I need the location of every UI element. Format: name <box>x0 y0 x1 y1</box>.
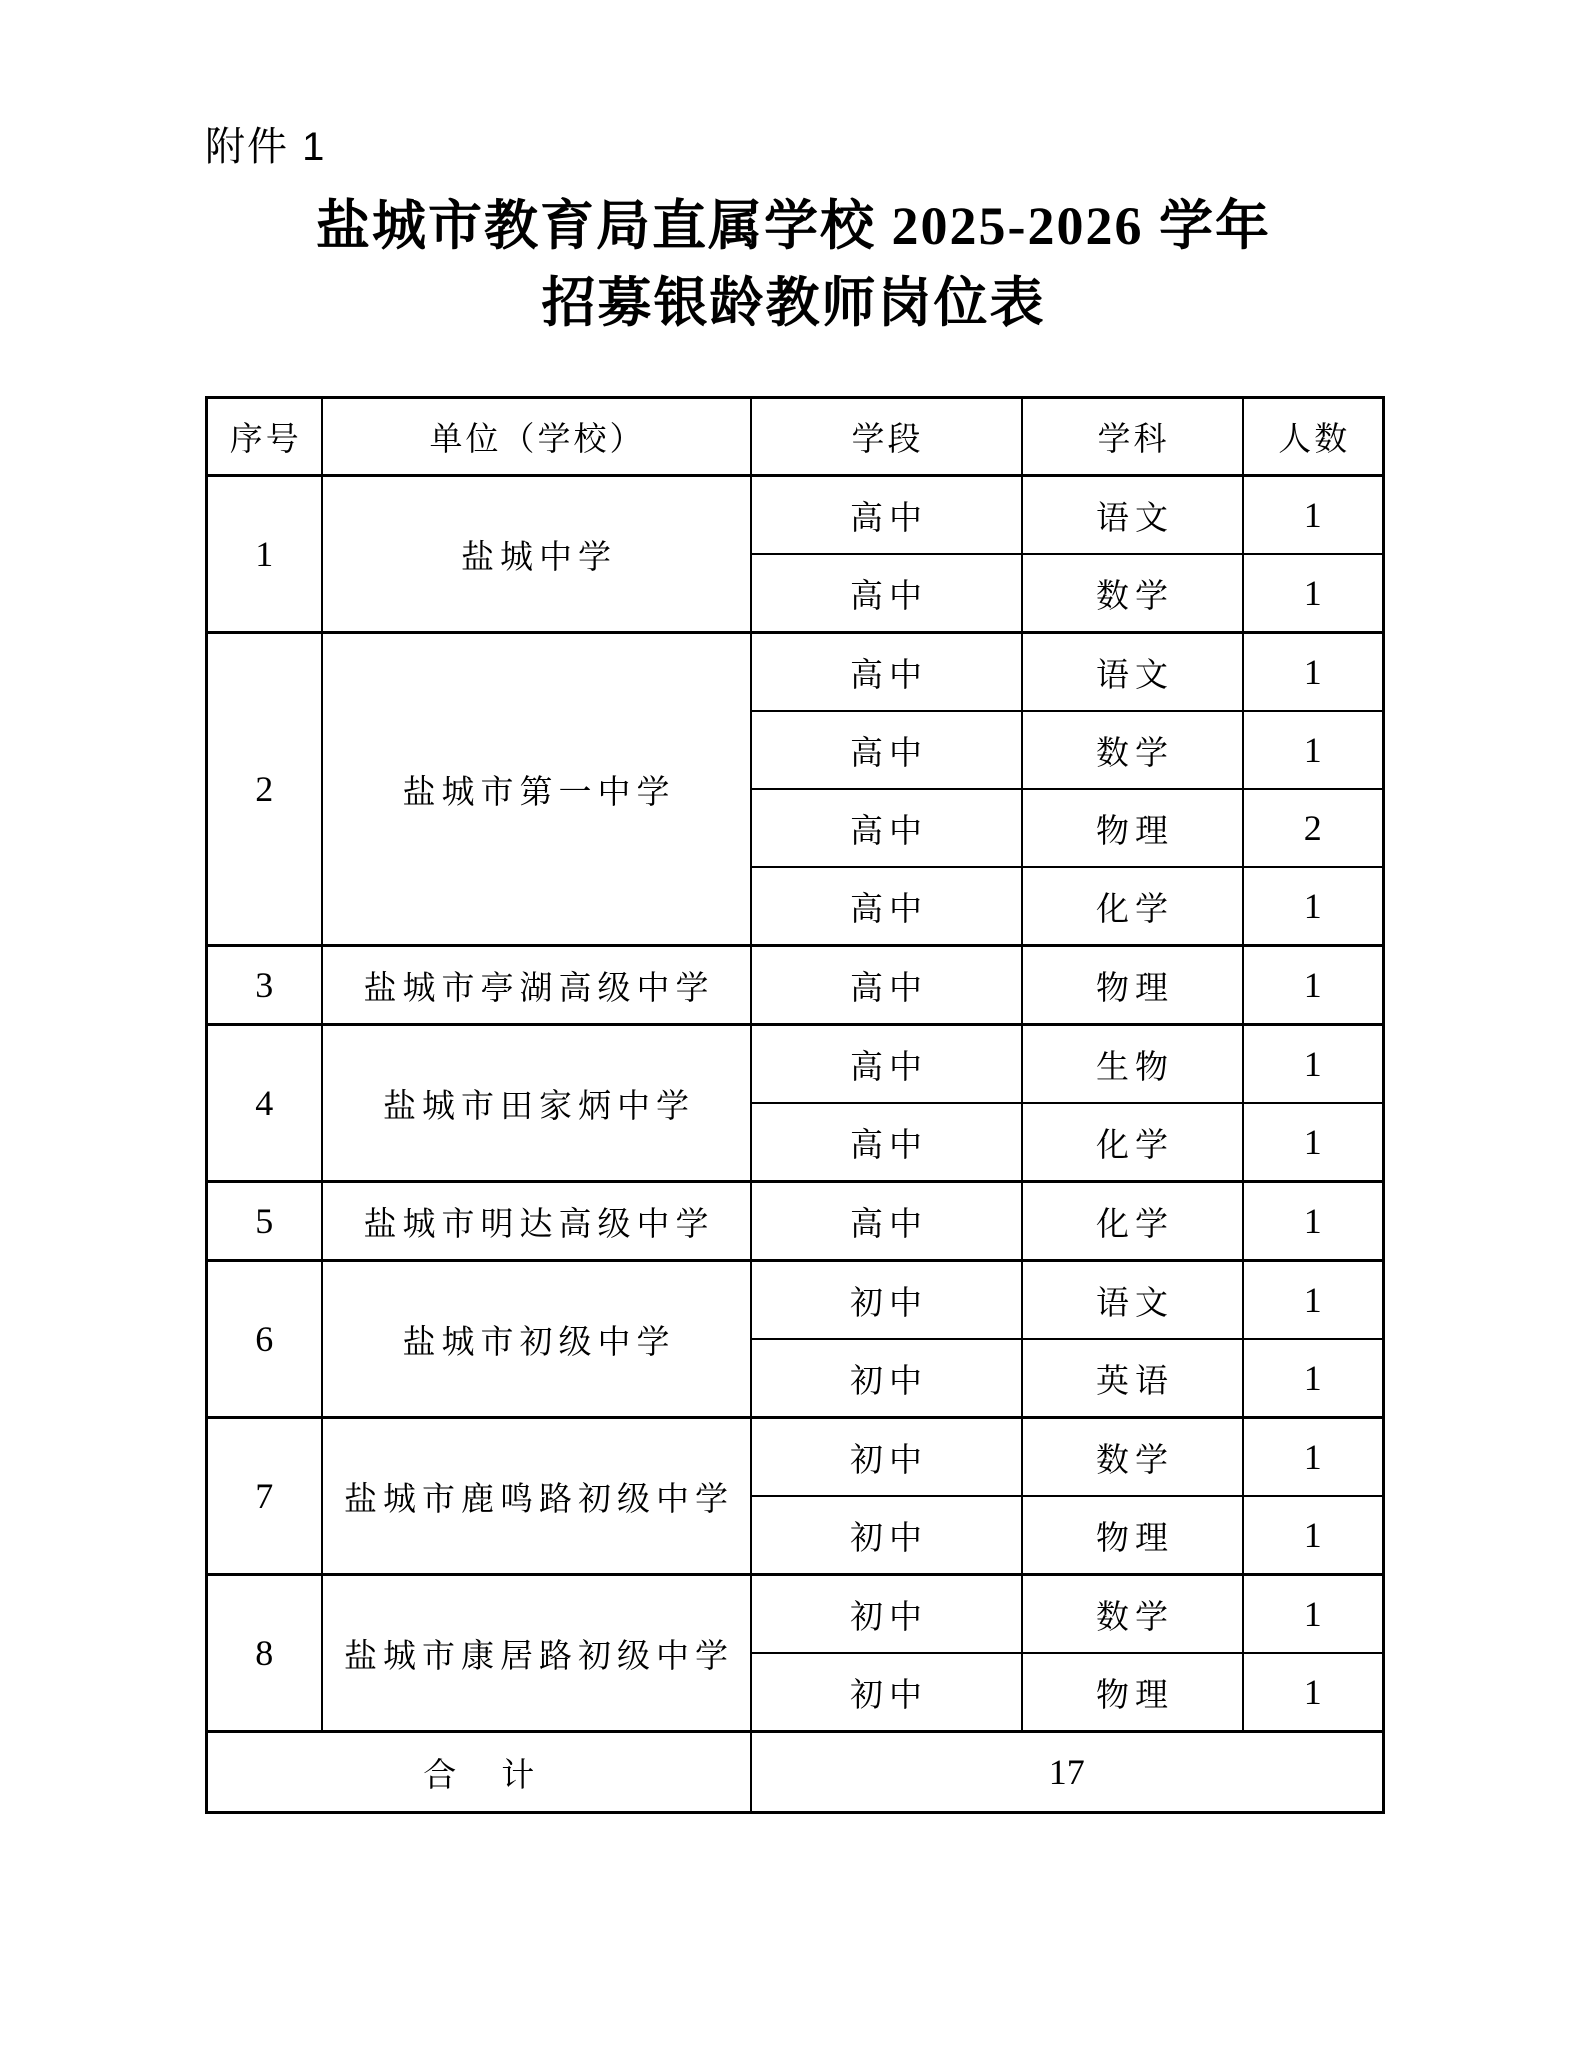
count-cell: 1 <box>1243 1575 1384 1654</box>
stage-cell: 初中 <box>751 1575 1022 1654</box>
title-line-1: 盐城市教育局直属学校 2025-2026 学年 <box>316 196 1271 256</box>
row-index-cell: 4 <box>207 1025 322 1182</box>
stage-cell: 高中 <box>751 554 1022 633</box>
school-cell: 盐城市初级中学 <box>322 1261 751 1418</box>
table-body <box>207 476 1384 1732</box>
stage-cell: 初中 <box>751 1653 1022 1732</box>
count-cell: 1 <box>1243 1496 1384 1575</box>
school-cell: 盐城市田家炳中学 <box>322 1025 751 1182</box>
subject-cell: 数学 <box>1022 1575 1243 1654</box>
count-cell: 1 <box>1243 476 1384 555</box>
position-row <box>207 1025 1384 1104</box>
title-line-2: 招募银龄教师岗位表 <box>541 273 1046 333</box>
count-cell: 1 <box>1243 1418 1384 1497</box>
stage-cell: 高中 <box>751 711 1022 789</box>
stage-cell: 高中 <box>751 789 1022 867</box>
header-row <box>207 398 1384 476</box>
count-cell: 1 <box>1243 554 1384 633</box>
stage-cell: 高中 <box>751 633 1022 712</box>
header-count: 人数 <box>1243 398 1384 476</box>
header-school: 单位（学校） <box>322 398 751 476</box>
count-cell: 1 <box>1243 1182 1384 1261</box>
count-cell: 1 <box>1243 1103 1384 1182</box>
count-cell: 1 <box>1243 1261 1384 1340</box>
stage-cell: 高中 <box>751 1025 1022 1104</box>
subject-cell: 物理 <box>1022 1653 1243 1732</box>
count-cell: 1 <box>1243 1339 1384 1418</box>
row-index-cell: 8 <box>207 1575 322 1732</box>
subject-cell: 化学 <box>1022 867 1243 946</box>
count-cell: 2 <box>1243 789 1384 867</box>
school-cell: 盐城市亭湖高级中学 <box>322 946 751 1025</box>
subject-cell: 数学 <box>1022 1418 1243 1497</box>
position-row <box>207 946 1384 1025</box>
attachment-label: 附件 1 <box>205 125 327 169</box>
stage-cell: 高中 <box>751 1103 1022 1182</box>
subject-cell: 数学 <box>1022 711 1243 789</box>
count-cell: 1 <box>1243 946 1384 1025</box>
subject-cell: 物理 <box>1022 1496 1243 1575</box>
stage-cell: 初中 <box>751 1496 1022 1575</box>
document-title <box>0 188 1587 342</box>
school-cell: 盐城市第一中学 <box>322 633 751 946</box>
row-index-cell: 2 <box>207 633 322 946</box>
row-index-cell: 3 <box>207 946 322 1025</box>
header-index: 序号 <box>207 398 322 476</box>
school-cell: 盐城中学 <box>322 476 751 633</box>
total-label: 合 计 <box>207 1732 751 1813</box>
total-value: 17 <box>751 1732 1384 1813</box>
school-cell: 盐城市康居路初级中学 <box>322 1575 751 1732</box>
total-row <box>207 1732 1384 1813</box>
subject-cell: 英语 <box>1022 1339 1243 1418</box>
stage-cell: 初中 <box>751 1261 1022 1340</box>
position-row <box>207 1261 1384 1340</box>
position-row <box>207 633 1384 712</box>
header-subject: 学科 <box>1022 398 1243 476</box>
stage-cell: 初中 <box>751 1339 1022 1418</box>
count-cell: 1 <box>1243 711 1384 789</box>
document-page <box>0 122 1587 2045</box>
count-cell: 1 <box>1243 1025 1384 1104</box>
school-cell: 盐城市鹿鸣路初级中学 <box>322 1418 751 1575</box>
subject-cell: 数学 <box>1022 554 1243 633</box>
count-cell: 1 <box>1243 633 1384 712</box>
subject-cell: 语文 <box>1022 1261 1243 1340</box>
stage-cell: 高中 <box>751 867 1022 946</box>
position-row <box>207 476 1384 555</box>
position-row <box>207 1575 1384 1654</box>
subject-cell: 化学 <box>1022 1103 1243 1182</box>
subject-cell: 语文 <box>1022 633 1243 712</box>
stage-cell: 高中 <box>751 1182 1022 1261</box>
position-row <box>207 1182 1384 1261</box>
subject-cell: 物理 <box>1022 789 1243 867</box>
row-index-cell: 6 <box>207 1261 322 1418</box>
school-cell: 盐城市明达高级中学 <box>322 1182 751 1261</box>
subject-cell: 生物 <box>1022 1025 1243 1104</box>
position-row <box>207 1418 1384 1497</box>
header-stage: 学段 <box>751 398 1022 476</box>
subject-cell: 语文 <box>1022 476 1243 555</box>
subject-cell: 化学 <box>1022 1182 1243 1261</box>
stage-cell: 高中 <box>751 476 1022 555</box>
count-cell: 1 <box>1243 867 1384 946</box>
subject-cell: 物理 <box>1022 946 1243 1025</box>
row-index-cell: 7 <box>207 1418 322 1575</box>
positions-table <box>205 396 1385 1814</box>
stage-cell: 初中 <box>751 1418 1022 1497</box>
row-index-cell: 1 <box>207 476 322 633</box>
stage-cell: 高中 <box>751 946 1022 1025</box>
count-cell: 1 <box>1243 1653 1384 1732</box>
row-index-cell: 5 <box>207 1182 322 1261</box>
